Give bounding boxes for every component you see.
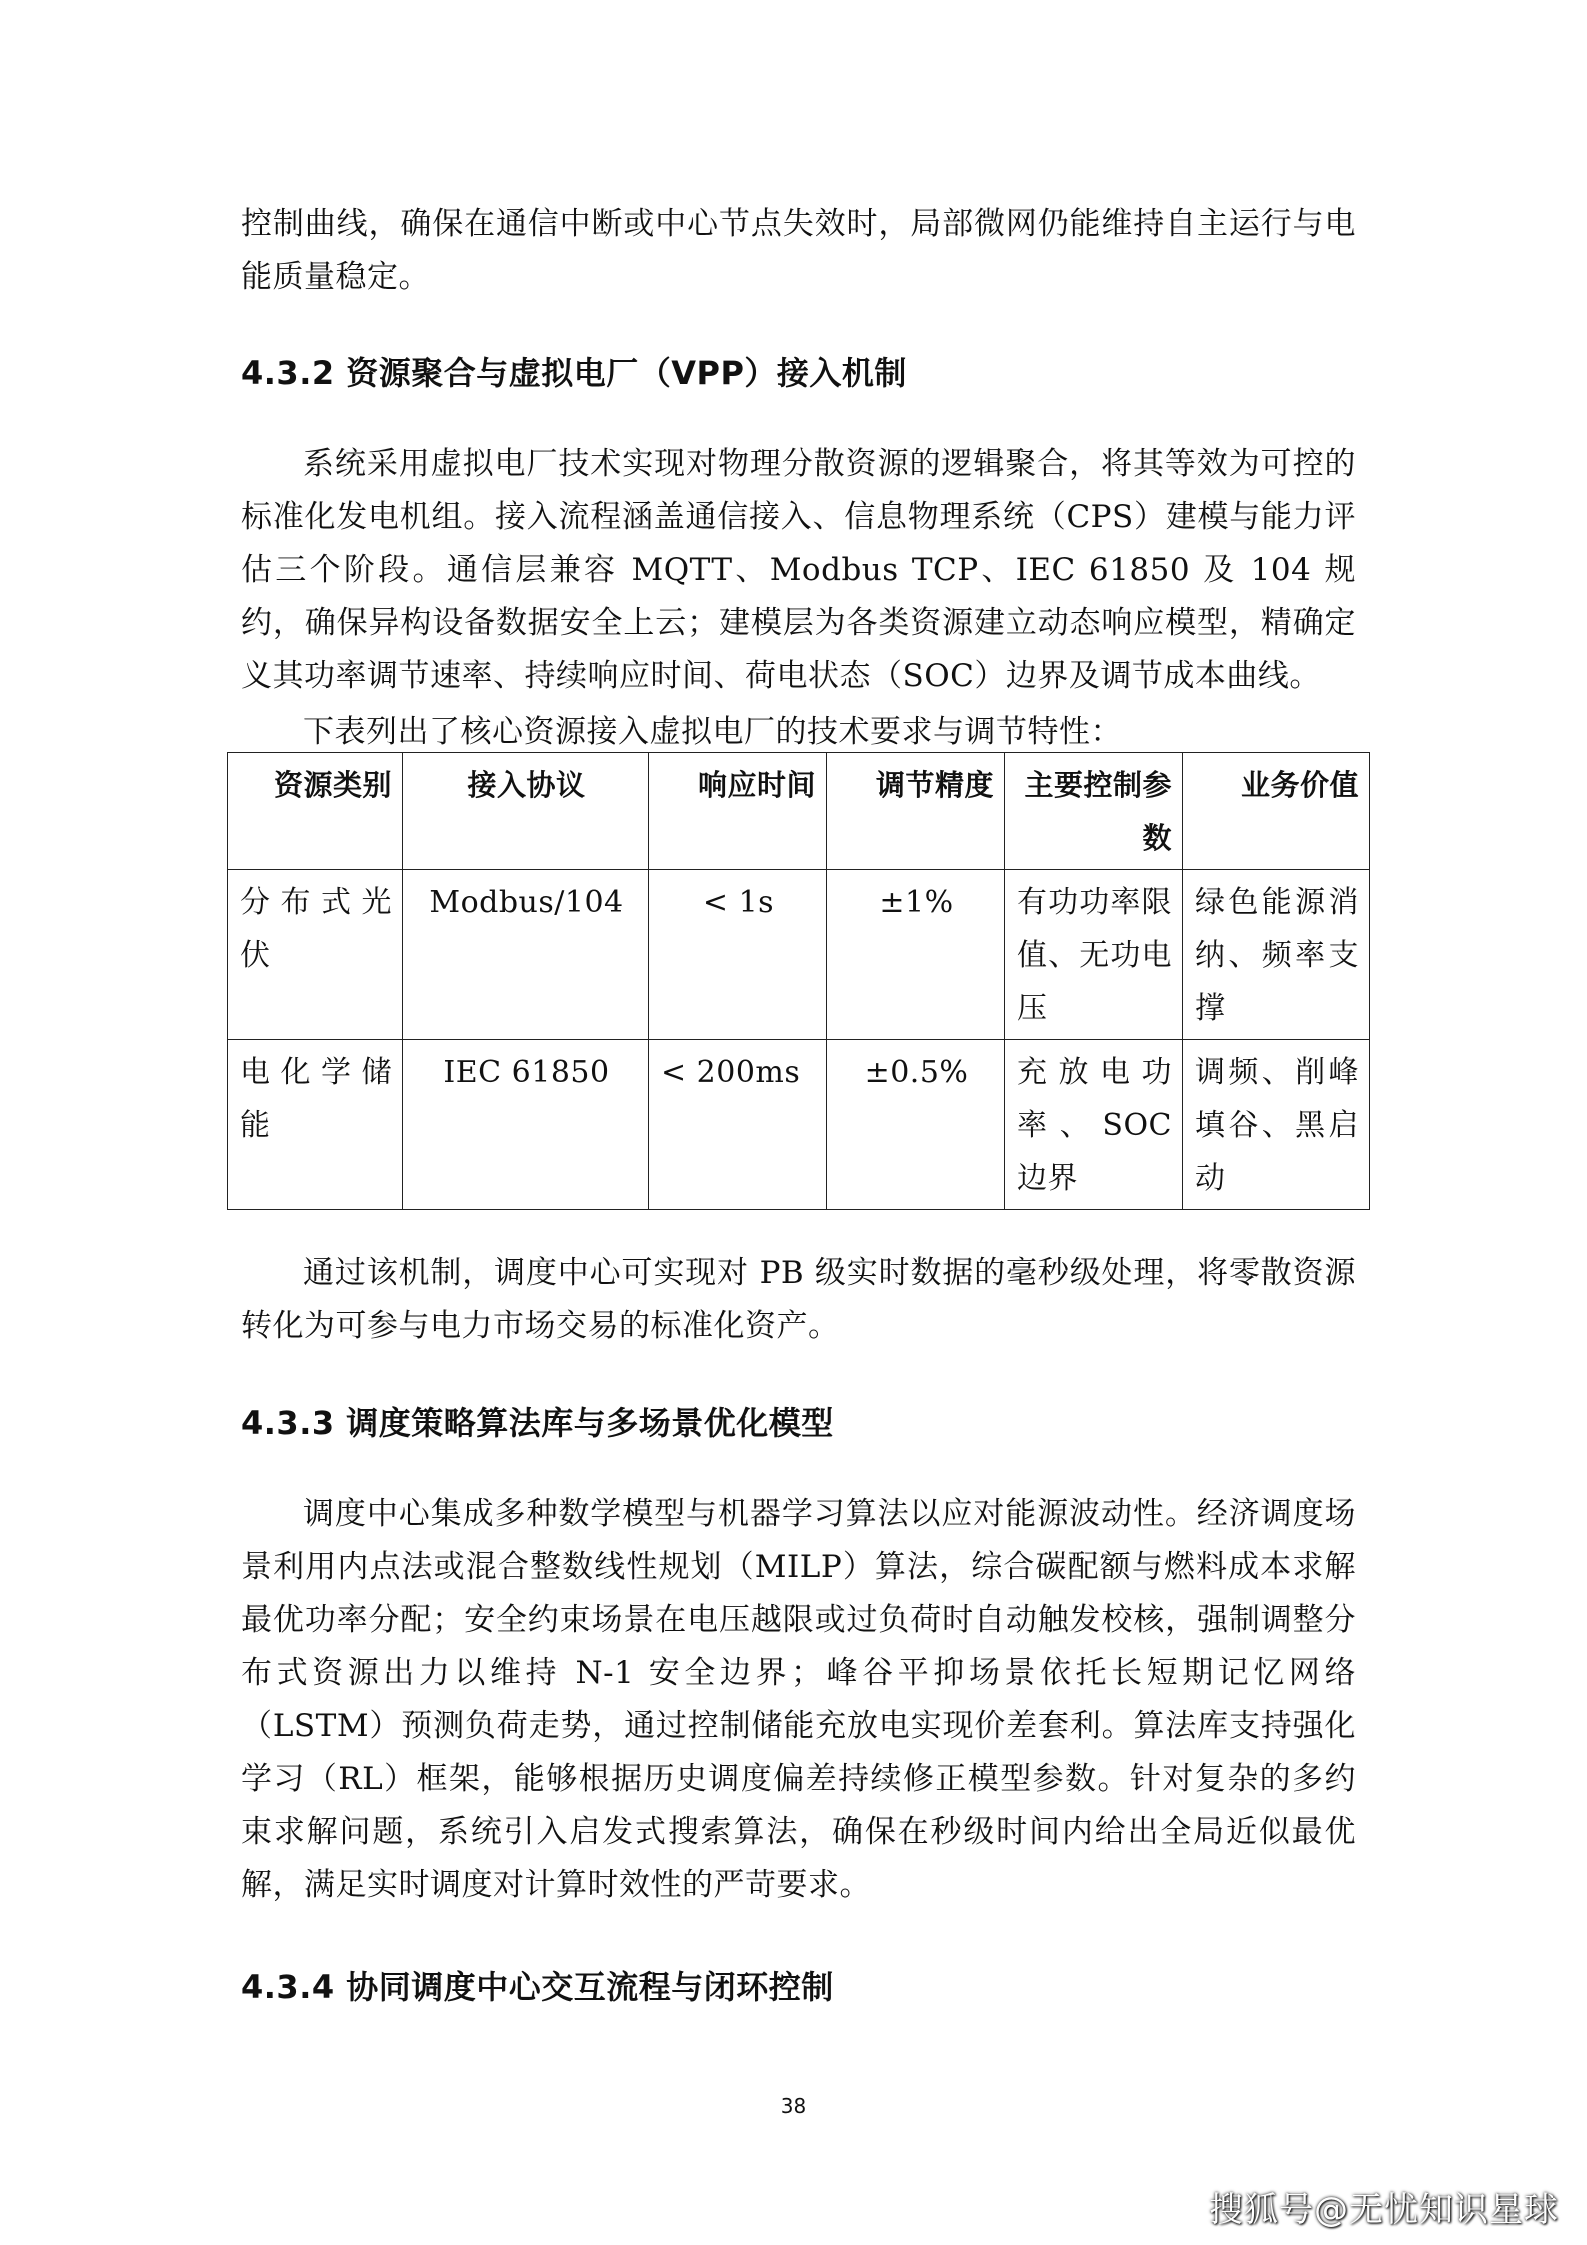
cell-protocol: IEC 61850 [403,1040,649,1210]
cell-business-value: 绿色能源消纳、频率支撑 [1183,870,1370,1040]
header-protocol: 接入协议 [403,753,649,870]
cell-response-time: < 200ms [649,1040,827,1210]
vpp-paragraph: 系统采用虚拟电厂技术实现对物理分散资源的逻辑聚合，将其等效为可控的标准化发电机组。接入流程涵盖通信接入、信息物理系统（CPS）建模与能力评估三个阶段。通信层兼容 MQTT、Modbus TCP、IEC 61850 及 104 规约，确保异构设备数据安全上云；建模层为各类资源建立动态响应模型，精确定义其功率调节速率、持续响应时间、荷电状态（SOC）边界及调节成本曲线。 [241,446,1356,694]
section-heading-4-3-3: 4.3.3 调度策略算法库与多场景优化模型 [241,1404,834,1442]
vpp-closing-paragraph: 通过该机制，调度中心可实现对 PB 级实时数据的毫秒级处理，将零散资源转化为可参与电力市场交易的标准化资产。 [241,1255,1356,1344]
header-business-value: 业务价值 [1183,753,1370,870]
cell-accuracy: ±1% [827,870,1005,1040]
table-row [228,1040,1370,1210]
algorithm-paragraph: 调度中心集成多种数学模型与机器学习算法以应对能源波动性。经济调度场景利用内点法或混合整数线性规划（MILP）算法，综合碳配额与燃料成本求解最优功率分配；安全约束场景在电压越限或过负荷时自动触发校核，强制调整分布式资源出力以维持 N-1 安全边界；峰谷平抑场景依托长短期记忆网络（LSTM）预测负荷走势，通过控制储能充放电实现价差套利。算法库支持强化学习（RL）框架，能够根据历史调度偏差持续修正模型参数。针对复杂的多约束求解问题，系统引入启发式搜索算法，确保在秒级时间内给出全局近似最优解，满足实时调度对计算时效性的严苛要求。 [241,1496,1356,1903]
section-heading-4-3-4: 4.3.4 协同调度中心交互流程与闭环控制 [241,1968,834,2006]
cell-protocol: Modbus/104 [403,870,649,1040]
cell-accuracy: ±0.5% [827,1040,1005,1210]
cell-control-params: 充放电功率、SOC 边界 [1005,1040,1183,1210]
cell-response-time: < 1s [649,870,827,1040]
cell-control-params: 有功功率限值、无功电压 [1005,870,1183,1040]
cell-resource-type: 电化学储能 [228,1040,403,1210]
watermark: 搜狐号@无忧知识星球 [1209,2190,1559,2230]
resource-table [227,752,1370,1210]
section-heading-4-3-2: 4.3.2 资源聚合与虚拟电厂（VPP）接入机制 [241,354,907,392]
cell-business-value: 调频、削峰填谷、黑启动 [1183,1040,1370,1210]
table-header-row [228,753,1370,870]
page-number: 38 [780,2094,807,2118]
continued-paragraph: 控制曲线，确保在通信中断或中心节点失效时，局部微网仍能维持自主运行与电能质量稳定。 [241,206,1356,295]
cell-resource-type: 分布式光伏 [228,870,403,1040]
table-intro: 下表列出了核心资源接入虚拟电厂的技术要求与调节特性： [303,714,1122,750]
header-resource-type: 资源类别 [228,753,403,870]
header-control-params: 主要控制参数 [1005,753,1183,870]
table-row [228,870,1370,1040]
header-response-time: 响应时间 [649,753,827,870]
header-accuracy: 调节精度 [827,753,1005,870]
